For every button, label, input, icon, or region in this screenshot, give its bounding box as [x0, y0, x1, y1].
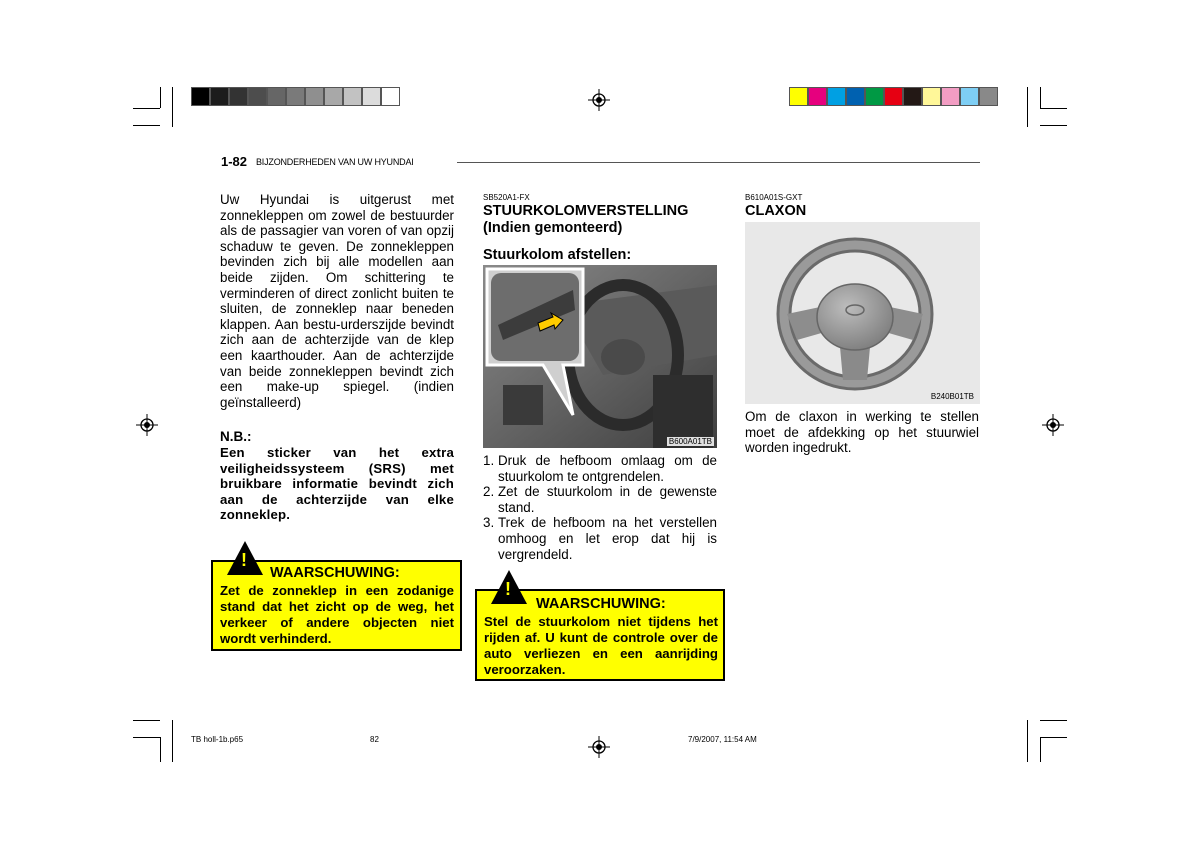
subheading: Stuurkolom afstellen:: [483, 247, 632, 263]
exclamation-icon: !: [241, 550, 247, 570]
crop-mark: [133, 108, 160, 109]
registration-mark-icon: [588, 736, 610, 758]
crop-mark: [133, 720, 160, 721]
crop-mark: [1027, 87, 1028, 127]
warning-box-steering: [475, 579, 725, 681]
steering-wheel-image: [745, 222, 980, 404]
step-number: 3.: [483, 515, 495, 531]
sun-visor-paragraph: Uw Hyundai is uitgerust met zonnekleppen om zowel de bestuurder als de passagier van voren of van opzij schaduw te geven. De zonnekleppen bevinden zich bij alle modellen aan beide zijden. Om schittering te verminderen of direct zonlicht buiten te sluiten, de zonneklep naar beneden klappen. Aan bestu-urderszijde bevindt zich aan de achterzijde van de klep een kaarthouder. Aan de achterzijde van beide zonnekleppen bevindt zich een make-up spiegel. (indien geïnstalleerd): [220, 192, 454, 410]
list-item: [483, 484, 717, 515]
color-swatch: [286, 87, 305, 106]
color-swatch: [381, 87, 400, 106]
color-swatch: [865, 87, 884, 106]
steps-list: [483, 453, 717, 562]
warning-title: WAARSCHUWING:: [536, 596, 666, 612]
crop-mark: [133, 737, 160, 738]
horn-paragraph: Om de claxon in werking te stellen moet de afdekking op het stuurwiel worden ingedrukt.: [745, 409, 979, 456]
crop-mark: [1040, 737, 1041, 762]
steering-column-illustration: [483, 265, 717, 448]
footer-page: 82: [370, 735, 379, 744]
crop-mark: [172, 720, 173, 762]
step-text: Trek de hefboom na het verstellen omhoog en let erop dat hij is vergrendeld.: [498, 515, 717, 562]
color-swatch: [248, 87, 267, 106]
crop-mark: [1040, 125, 1067, 126]
step-number: 2.: [483, 484, 495, 500]
exclamation-icon: !: [505, 579, 511, 599]
registration-mark-icon: [1042, 414, 1064, 436]
image-caption: B240B01TB: [930, 392, 974, 401]
crop-mark: [1027, 720, 1028, 762]
footer-timestamp: 7/9/2007, 11:54 AM: [688, 735, 757, 744]
color-swatch: [884, 87, 903, 106]
warning-box-sun-visor: [211, 550, 462, 651]
warning-text: Zet de zonneklep in een zodanige stand dat het zicht op de weg, het verkeer of andere objecten niet wordt verhinderd.: [220, 583, 454, 646]
color-swatch: [305, 87, 324, 106]
crop-mark: [1040, 87, 1041, 108]
color-swatch: [903, 87, 922, 106]
color-swatch: [324, 87, 343, 106]
image-caption: B600A01TB: [668, 437, 712, 446]
warning-title: WAARSCHUWING:: [270, 565, 400, 581]
crop-mark: [1040, 108, 1067, 109]
color-swatch: [229, 87, 248, 106]
color-swatch: [267, 87, 286, 106]
steering-column-photo: [483, 265, 717, 448]
color-swatch: [210, 87, 229, 106]
crop-mark: [160, 87, 161, 108]
list-item: [483, 515, 717, 562]
color-swatch: [808, 87, 827, 106]
color-swatch: [960, 87, 979, 106]
step-text: Zet de stuurkolom in de gewenste stand.: [498, 484, 717, 515]
color-swatch: [362, 87, 381, 106]
crop-mark: [172, 87, 173, 127]
note-text: Een sticker van het extra veiligheidssysteem (SRS) met bruikbare informatie bevindt zich aan de achterzijde van elke zonneklep.: [220, 445, 454, 523]
step-number: 1.: [483, 453, 495, 468]
color-swatch: [941, 87, 960, 106]
header-rule: [457, 162, 980, 163]
crop-mark: [133, 125, 160, 126]
section-code: SB520A1-FX: [483, 193, 530, 202]
section-title-horn: CLAXON: [745, 203, 807, 219]
grayscale-color-bar: [191, 87, 400, 106]
color-swatch: [846, 87, 865, 106]
color-swatch: [191, 87, 210, 106]
color-swatch: [922, 87, 941, 106]
section-title-steering: STUURKOLOMVERSTELLING: [483, 203, 689, 219]
crop-mark: [160, 737, 161, 762]
registration-mark-icon: [136, 414, 158, 436]
steering-wheel-icon: [745, 222, 980, 404]
step-text: Druk de hefboom omlaag om de stuurkolom te ontgrendelen.: [498, 453, 717, 484]
footer-filename: TB holl-1b.p65: [191, 735, 244, 744]
list-item: [483, 453, 717, 484]
section-code: B610A01S-GXT: [745, 193, 803, 202]
crop-mark: [1040, 720, 1067, 721]
page-number: 1-82: [221, 154, 248, 169]
note-title: N.B.:: [220, 429, 252, 444]
section-title: BIJZONDERHEDEN VAN UW HYUNDAI: [256, 157, 414, 167]
color-swatch: [343, 87, 362, 106]
process-color-bar: [789, 87, 998, 106]
color-swatch: [789, 87, 808, 106]
color-swatch: [827, 87, 846, 106]
crop-mark: [1040, 737, 1067, 738]
color-swatch: [979, 87, 998, 106]
warning-text: Stel de stuurkolom niet tijdens het rijden af. U kunt de controle over de auto verliezen en een aanrijding veroorzaken.: [484, 614, 718, 677]
section-subtitle: (Indien gemonteerd): [483, 220, 623, 236]
registration-mark-icon: [588, 89, 610, 111]
